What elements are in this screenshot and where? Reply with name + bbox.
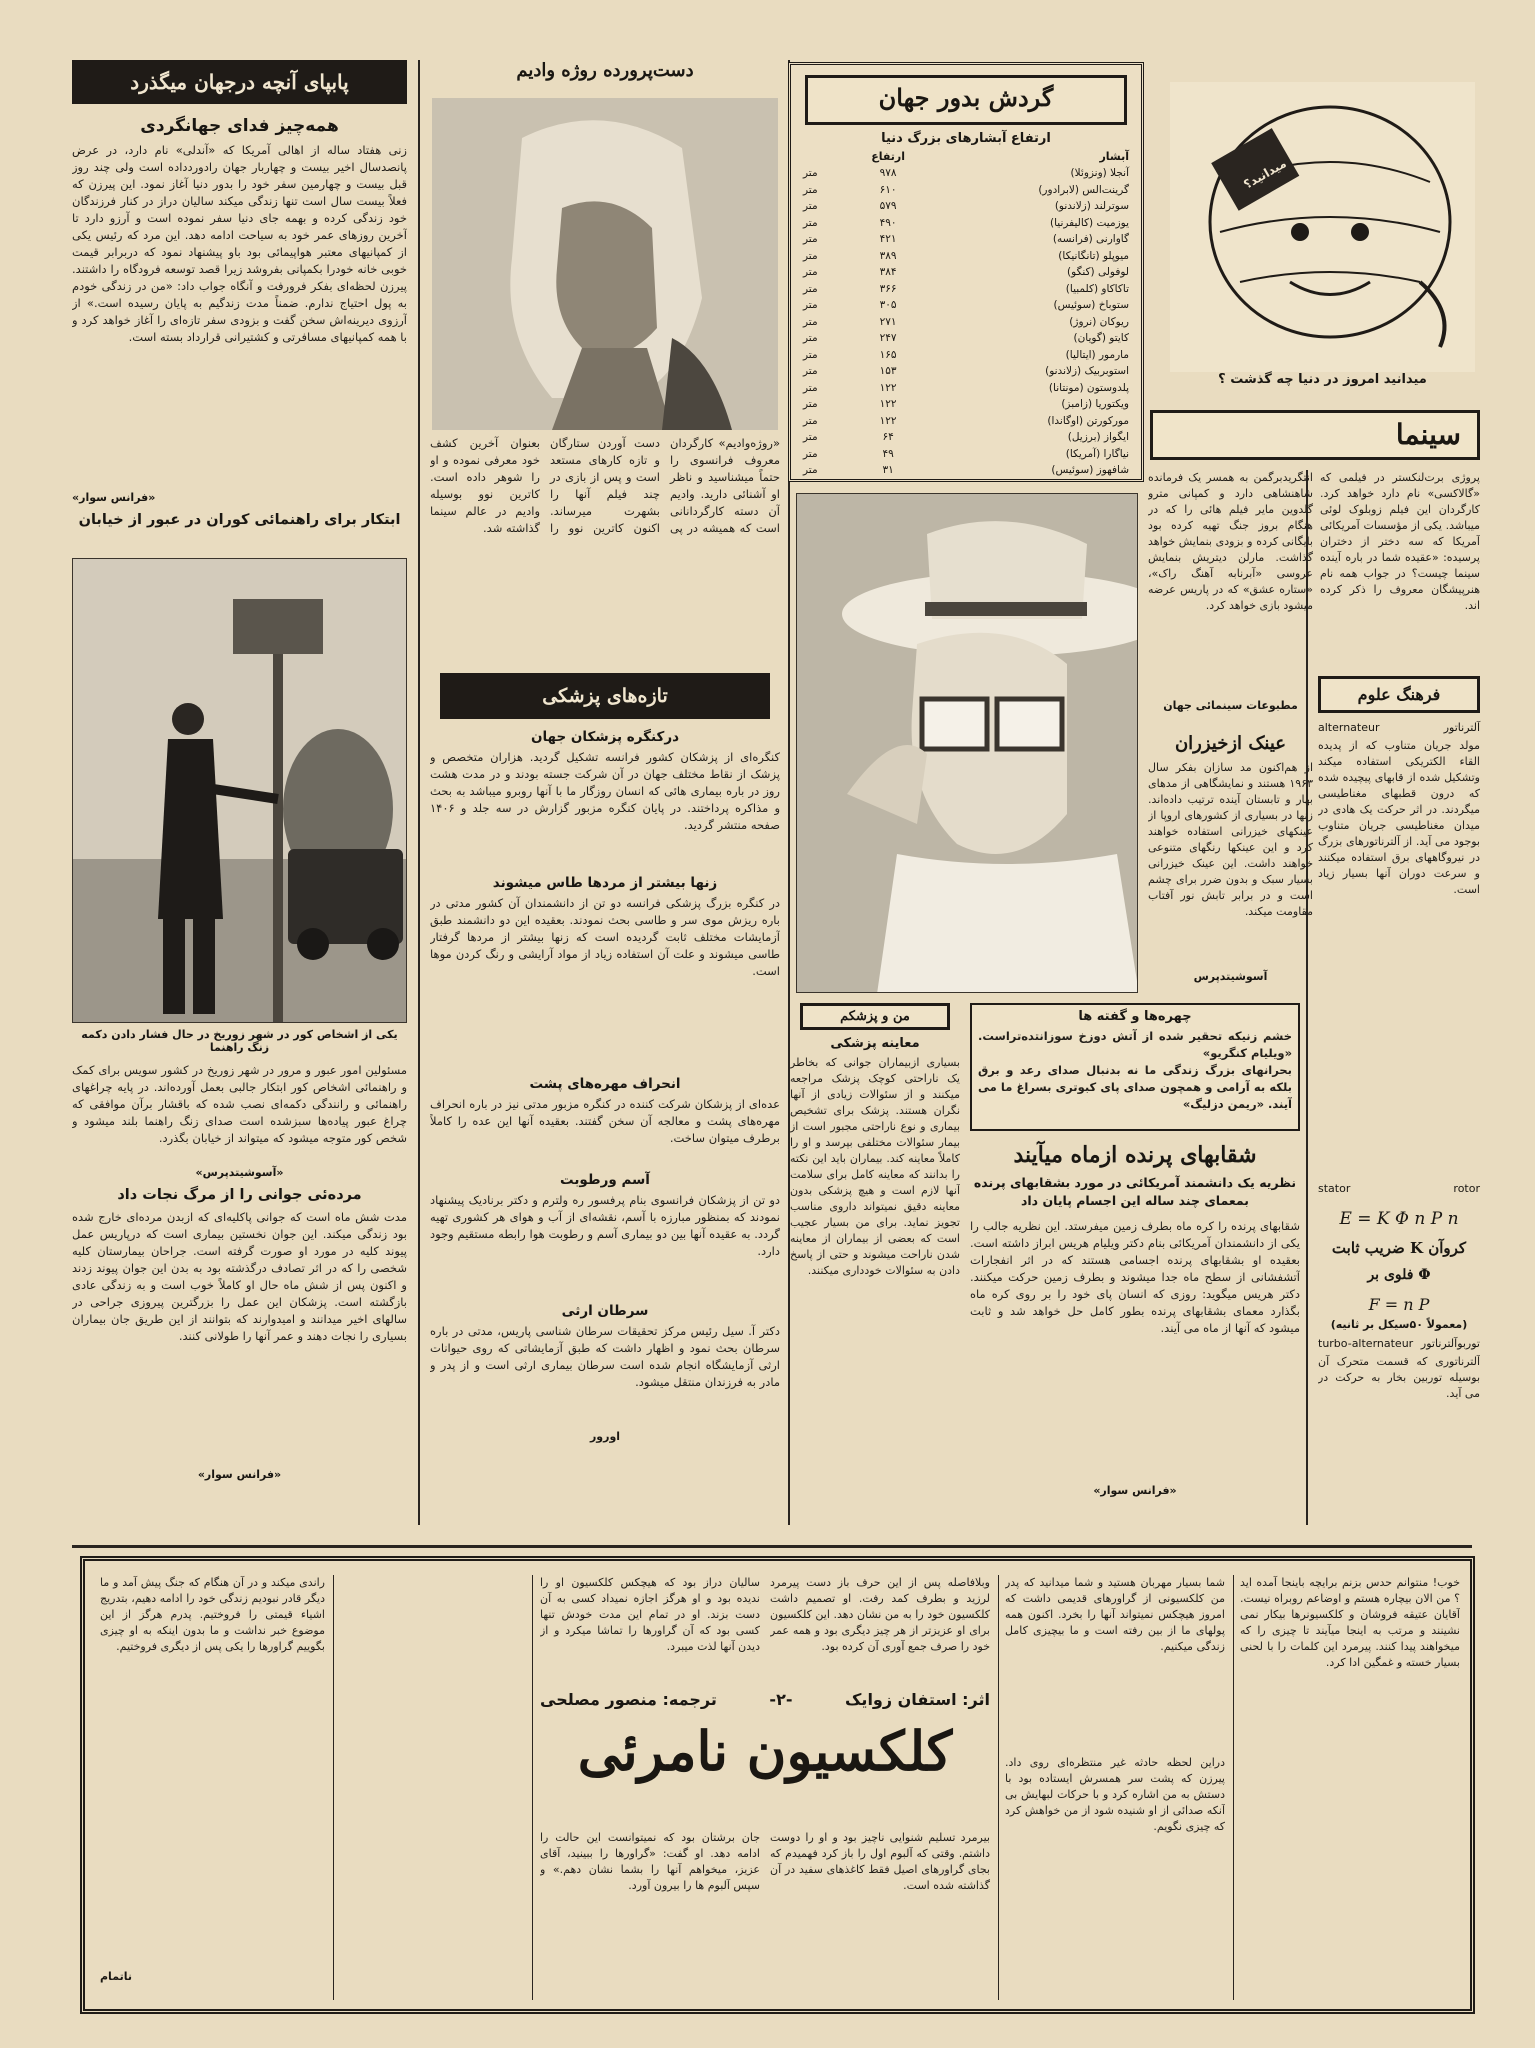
waterfall-unit: متر [803, 233, 818, 245]
waterfall-name: نیاگارا (آمریکا) [1065, 447, 1129, 460]
column-medicine [430, 673, 780, 1538]
waterfall-table-title: ارتفاع آبشارهای بزرگ دنیا [881, 131, 1051, 146]
waterfall-unit: متر [803, 332, 818, 344]
waterfall-height: ۳۸۴ [879, 266, 897, 278]
waterfall-row [799, 264, 1133, 281]
world-news-header: پابپای آنچه درجهان میگذرد [72, 60, 407, 104]
waterfall-unit: متر [803, 414, 818, 427]
waterfall-name: پلدوستون (مونتانا) [1048, 381, 1129, 394]
waterfall-height: ۳۶۶ [879, 282, 897, 295]
science-term-en: alternateur [1318, 721, 1380, 734]
article-title-asthma: آسم ورطوبت [560, 1172, 650, 1188]
cinema-news-body-b: انتگریدبرگمن به همسر یک فرمانده شاهنشاهی دارد و کمپانی مترو گلدوین مایر فیلم هائی را که در هنگام بروز جنگ تهیه کرده بود بایگانی کرده و بزودی بنمایش خواهد گذاشت. مارلن دیتریش بنمایش عروسی «آبرنابه آهنگ راک»، «ستاره عشق» که در پاریس عرضه میشود بازی خواهد کرد. [1148, 471, 1313, 612]
flying-saucer-title: شقابهای پرنده ازماه میآیند [1013, 1142, 1257, 1168]
waterfall-height: ۱۲۲ [879, 398, 897, 410]
article-body-travel: زنی هفتاد ساله از اهالی آمریکا که «آندلی» نام دارد، در عرض پانصدسال اخیر بیست و چهاربار جهان رادوردداده است ولی چند روز قبل بیست و چهارمین سفر خود را بدور دنیا آغاز نمود. این پیرزن که فعلاً بیست سال است تنها زندگی میکند سالیان دراز در کنار فرزندگان خود زندگی کرده و بهمه جای دنیا سفر نموده است و آرزو دارد تا آخرین روزهای عمر خود به سیاحت ادامه دهد. این مرد که رئیس یکی از کمپانیهای معتبر هواپیمائی بود باو پیشنهاد نمود که دربرابر قیمت خوبی خانه خودرا بکمپانی بفروشد زیرا قصد توسعه فرودگاه را داشتند. پیرزن لحظه‌ای بفکر فرورفت و آنگاه جواب داد: «من در زندگی خودم به پول احتیاج ندارم. ضمناً مدت زندگیم به پایان رسیده است.» از آرزوی دیرینه‌اش سخن گفت و بزودی سفر تازه‌ای را آغاز خواهد کرد و با همه کمپانیهای مسافرتی و کشتیرانی قرارداد بسته است. [72, 143, 407, 344]
waterfall-row [799, 380, 1133, 397]
waterfall-name: گرینت‌الس (لابرادور) [1038, 183, 1129, 196]
waterfall-unit: متر [803, 381, 818, 394]
waterfall-height: ۱۵۳ [879, 365, 897, 377]
waterfall-unit: متر [803, 183, 818, 196]
science-term-fa: آلترناتور [1443, 721, 1480, 734]
waterfall-height-header: ارتفاع [871, 150, 905, 163]
article-body-cancer: دکتر آ. سیل رئیس مرکز تحقیقات سرطان شناسی پاریس، مدتی در باره سرطان بحث نمود و اظهار داشت که طبق آزمایشاتی که روی حیوانات ارثی آزمایشگاه انجام شده است سرطان بیماری ارثی است و از پدر و مادر به فرزندان منتقل میشود. [430, 1324, 780, 1389]
waterfall-row [799, 429, 1133, 446]
science-formula-2: F = n P [1368, 1295, 1430, 1314]
column-cinema-text [430, 435, 780, 665]
cartoon-caption [1170, 372, 1475, 400]
waterfall-name: تاکاکاو (کلمبیا) [1065, 282, 1129, 295]
waterfall-height: ۲۴۷ [879, 332, 897, 344]
waterfall-height: ۹۷۸ [879, 167, 897, 179]
cartoon-illustration [1170, 82, 1475, 372]
science-turbo-en: turbo-alternateur [1318, 1337, 1414, 1350]
waterfall-name: مورکورتن (اوگاندا) [1047, 414, 1129, 427]
article-title-baldness: زنها بیشتر از مردها طاس میشوند [492, 875, 718, 891]
waterfall-unit: متر [803, 167, 818, 179]
waterfall-row [799, 330, 1133, 347]
waterfall-row [799, 182, 1133, 199]
quote-2: بحرانهای بزرگ زندگی ما نه بدنبال صدای رعد و برق بلکه به آرامی و همچون صدای پای کبوتری بسراغ ما می آیند. «ریمن دزلیگ» [978, 1063, 1292, 1111]
bamboo-glasses-article [1148, 733, 1313, 998]
waterfall-row [799, 297, 1133, 314]
flying-saucer-subtitle: نظریه یک دانشمند آمریکائی در مورد بشقابهای پرنده بمعمای چند ساله این اجسام پایان داد [973, 1175, 1297, 1208]
cinema-news-right [1320, 470, 1480, 665]
cinema-news-signature: مطبوعات سینمائی جهان [1163, 699, 1298, 712]
article-signature: «فرانس سوار» [197, 1468, 282, 1481]
waterfall-unit: متر [803, 282, 818, 295]
story-text-4: سالیان دراز بود که هیچکس کلکسیون او را ندیده بود و او هرگز اجازه نمیداد کسی به آن دست بزند. او در تمام این مدت خودش تنها کسی بود که آن گراورها را تماشا میکرد و از دیدن آنها لذت میبرد. [540, 1576, 760, 1653]
story-continued: ناتمام [100, 1970, 132, 1983]
waterfall-name-header: آبشار [1099, 150, 1129, 163]
waterfall-height: ۴۲۱ [879, 233, 897, 245]
waterfall-name: ستوباخ (سوئیس) [1053, 299, 1129, 311]
science-phi-note: Φ فلوی بر [1367, 1267, 1431, 1283]
story-text-7: جان برشتان بود که نمیتوانست این حالت را ادامه دهد. او گفت: «گراورها را ببینید، آقای عزیز، میخواهم آنها را بشما نشان دهم.» و سپس آلبوم ها را بیرون آورد. [540, 1831, 760, 1892]
cinema-header-text: سینما [1395, 418, 1461, 451]
waterfall-unit: متر [803, 266, 818, 278]
science-formula-2-note: (معمولاً ۵۰سیکل بر ثانیه) [1330, 1318, 1468, 1331]
science-stator: stator [1318, 1182, 1351, 1195]
article-title-congress: درکنگره پزشکان جهان [530, 729, 680, 745]
story-column-5 [100, 1575, 325, 2000]
flying-saucer-body: شقابهای پرنده را کره ماه بطرف زمین میفرستد. این نظریه جالب را یکی از دانشمندان آمریکائی بنام دکتر ویلیام هریس ابراز داشته است. بعقیده او بشقابهای پرنده اجسامی هستند که در اثر انفجارات آتشفشانی از سطح ماه جدا میشوند و بطرف زمین حرکت میکنند. دکتر هریس میگوید: روزی که انسان پای خود را بر روی کره ماه بگذارد معمای بشقابهای پرنده بطور کامل حل خواهد شد و ثابت میشود که آنها از ماه می آیند. [970, 1219, 1300, 1335]
science-formula-note: کروآن K ضریب ثابت [1331, 1239, 1467, 1257]
science-rotor: rotor [1453, 1182, 1480, 1195]
waterfall-height: ۲۷۱ [879, 315, 897, 328]
around-world-header: گردش بدور جهان [805, 75, 1127, 125]
story-divider [998, 1575, 999, 2000]
waterfall-unit: متر [803, 431, 818, 443]
waterfall-unit: متر [803, 249, 818, 262]
science-body: مولد جریان متناوب که از پدیده القاء الکتریکی استفاده میکند وتشکیل شده از قابهای پیچیده شده که درون قطبهای مغناطیسی میگردند. در اثر حرکت یک هادی در میدان مغناطیسی جریان متناوب بوجود می آید. از آلترناتورهای بزرگ در نیروگاههای برق استفاده میکنند و سرعت دوران آنها بسیار زیاد است. [1318, 739, 1480, 896]
waterfall-name: میوپلو (تانگانیکا) [1058, 249, 1129, 262]
waterfall-row [799, 446, 1133, 463]
bamboo-glasses-title: عینک ازخیزران [1174, 733, 1287, 754]
waterfall-unit: متر [803, 299, 818, 311]
story-divider [333, 1575, 334, 2000]
waterfall-unit: متر [803, 216, 818, 229]
waterfall-height: ۳۸۹ [879, 249, 897, 262]
article-title-blind: ابتکار برای راهنمائی کوران در عبور از خیابان [78, 512, 401, 528]
quotes-box [970, 1003, 1300, 1131]
science-glossary [1318, 676, 1480, 1536]
waterfall-name: آنجلا (ونزوئلا) [1070, 167, 1129, 179]
waterfall-table [799, 148, 1133, 479]
story-title-block [540, 1690, 990, 1820]
photo-catherine-deneuve [432, 98, 778, 430]
waterfall-name: مارمور (ایتالیا) [1065, 348, 1129, 361]
story-text-2: شما بسیار مهربان هستید و شما میدانید که پدر من کلکسیونی از گراورهای قدیمی داشت که امروز هیچکس نمیتواند آنها را بخرد. اکنون همه پولهای ما از بین رفته است و ما بیچیزی کامل زندگی میکنیم. [1005, 1576, 1225, 1653]
waterfall-height: ۳۰۵ [879, 299, 897, 311]
waterfall-row [799, 363, 1133, 380]
waterfall-unit: متر [803, 200, 818, 212]
article-signature: «آسوشیتدپرس» [195, 1166, 284, 1179]
cinema-header-box [1150, 410, 1480, 460]
waterfall-name: ویکتوریا (زامبز) [1061, 398, 1129, 410]
waterfall-row [799, 314, 1133, 331]
portrait-illustration [432, 98, 778, 430]
waterfall-row [799, 347, 1133, 364]
story-divider [1233, 1575, 1234, 2000]
story-column-1 [1240, 1575, 1460, 2000]
waterfall-height: ۵۷۹ [879, 200, 897, 212]
article-body-kidney: مدت شش ماه است که جوانی پاکلیه‌ای که ازبدن مرده‌ای خارج شده بود زندگی میکند. این جوان نخستین بیماری است که درپاریس عمل پیوند کلیه در مورد او صورت گرفته است. جراحان بیمارستان کلیه شخصی را که در اثر تصادف درگذشته بود به بدن این جوان پیوند زدند و اکنون پس از شش ماه حال او کاملاً خوب است و به زندگی عادی بازگشته است. پزشکان این عمل را بزرگترین پیروزی جراحی در سالهای اخیر میدانند و امیدوارند که بتوانند از این طریق جان بیماران بسیاری را نجات دهند و عمر آنها را طولانی کنند. [72, 1210, 407, 1343]
story-divider [532, 1575, 533, 2000]
story-text-8: بیرمرد تسلیم شنوایی ناچیز بود و او را دوست داشتم. وقتی که آلبوم اول را باز کرد فهمیدم که بجای گراورهای اصیل فقط کاغذهای سفید در آن گذاشته شده است. [770, 1831, 990, 1892]
science-tail: آلترناتوری که قسمت متحرک آن بوسیله توربین بخار به حرکت در می آید. [1318, 1355, 1480, 1400]
story-column-4 [540, 1575, 760, 1675]
waterfall-unit: متر [803, 398, 818, 410]
waterfall-row [799, 281, 1133, 298]
waterfall-unit: متر [803, 315, 818, 328]
waterfall-height: ۱۲۲ [879, 414, 897, 427]
column-world-news-lower [72, 1028, 407, 1508]
waterfall-height: ۴۹۰ [879, 216, 897, 229]
column-divider [418, 60, 420, 1525]
article-body-baldness: در کنگره بزرگ پزشکی فرانسه دو تن از دانشمندان آن کشور مدتی در باره ریزش موی سر و طاسی بحث نمودند. بعقیده این دو دانشمند طبق آزمایشات مختلف ثابت گردیده است که زنها بیشتر از مردها گرفتار طاسی میشوند و علت آن استفاده زیاد از مواد آرایشی و رنگ کردن موها است. [430, 896, 780, 978]
cartoon-caption-text: میدانید امروز در دنیا چه گذشت ؟ [1218, 372, 1427, 387]
story-text-1: خوب! منتوانم حدس بزنم برایچه باینجا آمده اید ؟ من الان بیچاره هستم و اوضاعم روبراه نیست. آقایان عتیقه فروشان و کلکسیونرها بیکار نمی نشینند و مرتب به اینجا میآیند تا چیزی را که میخواهند پیدا کنند. پیرمرد این کلمات را با لحنی بسیار خسته و غمگین ادا کرد. [1240, 1576, 1460, 1669]
cartoon-news-globe [1170, 82, 1475, 372]
waterfall-name: شافهوز (سوئیس) [1051, 464, 1129, 476]
waterfall-row [799, 198, 1133, 215]
waterfall-height: ۱۲۲ [879, 381, 897, 394]
waterfall-unit: متر [803, 447, 818, 460]
story-text-6: دراین لحظه حادثه غیر منتظره‌ای روی داد. پیرزن که پشت سر همسرش ایستاده بود با دستش به من اشاره کرد و با حرکات لبهایش بی آنکه صدائی از او شنیده شود از من خواهش کرد که چیزی نگویم. [1005, 1756, 1225, 1833]
waterfall-row [799, 396, 1133, 413]
photo-blind-man-crossing [72, 558, 407, 1023]
cinema-news-left [1148, 470, 1313, 730]
doctor-box-subtitle: معاینه پزشکی [830, 1036, 920, 1051]
story-column-6 [1005, 1755, 1225, 2000]
column-around-world [788, 62, 1144, 482]
article-body-asthma: دو تن از پزشکان فرانسوی بنام پرفسور ره ولترم و دکتر برنادیک پیشنهاد نمودند که بمنظور مبارزه با آسم، نقشه‌ای از آب و هوای هر کشوری تهیه گردد. به عقیده آنها بین دو بیماری آسم و رطوبت هوا رابطه مستقیم وجود دارد. [430, 1193, 780, 1258]
science-formula-1: E = K Φ n P n [1339, 1209, 1459, 1229]
photo-caption-blind: یکی از اشخاص کور در شهر زوریخ در حال فشار دادن دکمه زنگ راهنما [81, 1028, 398, 1054]
waterfall-row [799, 165, 1133, 182]
story-text-3: وبلافاصله پس از این حرف باز دست پیرمرد لرزید و بطرف کمد رفت. او تصمیم داشت کلکسیون خود را به من نشان دهد. این کلکسیون برای او عزیزتر از هر چیز دیگری بود و همه عمر خود را صرف جمع آوری آن کرده بود. [770, 1576, 990, 1653]
waterfall-height: ۳۱ [882, 464, 894, 476]
story-column-3 [770, 1575, 990, 1675]
waterfall-unit: متر [803, 365, 818, 377]
bamboo-glasses-signature: آسوشیتدپرس [1193, 970, 1268, 983]
article-body-congress: کنگره‌ای از پزشکان کشور فرانسه تشکیل گردید. هزاران متخصص و پزشک از نقاط مختلف جهان در آن شرکت جسته بودند و در مدت هشت روز در باره بیماری هائی که انسان روزگار ما با آنها روبرو میباشد به بحث و مذاکره پرداختند. در پایان کنگره مزبور گزارش در سه جلد و ۱۴۰۶ صفحه منتشر گردید. [430, 750, 780, 832]
waterfall-row [799, 462, 1133, 479]
article-title-vadim: دست‌پرورده روژه وادیم [516, 60, 694, 81]
science-turbo-fa: توربوآلترناتور [1420, 1337, 1480, 1350]
waterfall-name: یوزمیت (کالیفرنیا) [1049, 216, 1129, 229]
article-title-cancer: سرطان ارثی [561, 1303, 649, 1319]
article-title-kidney: مرده‌ئی جوانی را از مرگ نجات داد [117, 1187, 362, 1203]
waterfall-row [799, 413, 1133, 430]
waterfall-unit: متر [803, 348, 818, 361]
story-part: -۲- [769, 1690, 793, 1709]
doctor-box-body: بسیاری ازبیماران جوانی که بخاطر یک ناراحتی کوچک پزشک مراجعه میکنند و از سئوالات زیادی از آنها نگران هستند. پزشک برای تشخیص بیماری و نوع ناراحتی مجبور است از بیمار سئوالات مختلفی بپرسد و او را کاملاً معاینه کند. بیماران باید این نکته را بدانند که معاینه کامل برای سلامت آنها لازم است و هیچ پزشکی بدون معاینه دقیق نمیتواند داروی مناسب تجویز نماید. برای من بسیار عجیب است که بعضی از بیماران از معاینه شدن ناراحت میشوند و حتی از پاسخ دادن به سئوالات خودداری میکنند. [790, 1056, 960, 1277]
waterfall-name: ایگواز (برزیل) [1067, 431, 1129, 443]
story-text-5: راندی میکند و در آن هنگام که جنگ پیش آمد و ما دیگر قادر نبودیم زندگی خود را ادامه دهیم، بتدریج اشیاء قیمتی را فروختیم. پدرم هرگز از این موضوع خبر نداشت و ما بدون اینکه به او چیزی بگوییم گراورها را یکی پس از دیگری فروختیم. [100, 1576, 325, 1653]
waterfall-name: کایتو (گویان) [1073, 332, 1129, 344]
doctor-column-box [790, 1003, 960, 1535]
waterfall-height: ۶۴ [882, 431, 894, 443]
article-title-spine: انحراف مهره‌های پشت [529, 1076, 681, 1092]
story-translator: ترجمه: منصور مصلحی [540, 1690, 717, 1709]
waterfall-height: ۶۱۰ [879, 183, 897, 196]
article-body-spine: عده‌ای از پزشکان شرکت کننده در کنگره مزبور مدتی نیز در باره انحراف مهره‌های پشت و معالجه آن سخن گفتند. بعقیده آنها این عده را کاملاً برطرف میتوان ساخت. [430, 1097, 780, 1145]
street-photo-illustration [73, 559, 407, 1023]
story-author: اثر: استفان زوایک [845, 1690, 990, 1709]
cartoon-stamp: میدانید؟ [1241, 156, 1289, 192]
waterfall-height: ۱۶۵ [879, 348, 897, 361]
story-title: کلکسیون نامرئی [577, 1719, 953, 1783]
section-divider [72, 1545, 1472, 1548]
waterfall-name: گاوارنی (فرانسه) [1052, 233, 1129, 245]
story-column-7 [540, 1830, 760, 2000]
article-body-blind: مسئولین امور عبور و مرور در شهر زوریخ در کشور سویس برای کمک و راهنمائی اشخاص کور ابتکار جالبی بعمل آورده‌اند. در پایه چراغهای راهنمائی و رانندگی دکمه‌ای نصب شده که باقشار برآن موافقی که چراغ عبور پیاده‌ها سبزشده است صدای زنگ راهنما بلند میشود و شخص کور متوجه میشود که میتواند از خیابان بگذرد. [72, 1063, 407, 1145]
medicine-header: تازه‌های پزشکی [440, 673, 770, 719]
cinema-news-body-a: پروژی برت‌لنکستر در فیلمی که «گالاکسی» نام دارد خواهد کرد. کارگردان این فیلم زوبلوک لوئی میباشد. یکی از مؤسسات آمریکائی آمریکا که سه دختر از دختران پرسیده: «عقیده شما در باره آینده سینما چیست؟ در جواب همه نام هنرپیشگان معروف را ذکر کرده اند. [1320, 471, 1480, 612]
flying-saucer-article [970, 1138, 1300, 1538]
waterfall-name: ریوکان (نروژ) [1069, 315, 1129, 328]
article-title-travel: همه‌چیز فدای جهانگردی [140, 116, 339, 136]
bamboo-glasses-body: از هم‌اکنون مد سازان بفکر سال ۱۹۶۳ هستند و نمایشگاهی از مدهای بهار و تابستان آینده ترتیب داده‌اند. زنها در بسیاری از کشورهای اروپا از عینکهای خیزرانی استفاده خواهند کرد و این عینکها رنگهای متنوعی خواهند داشت. این عینک خیزرانی بسیار سبک و بدون ضرر برای چشم است و در برابر تابش نور آفتاب مقاومت میکند. [1148, 761, 1313, 918]
photo-woman-bamboo-glasses [796, 493, 1138, 993]
waterfall-name: سوترلند (زلاندنو) [1054, 200, 1129, 212]
waterfall-height: ۴۹ [882, 447, 894, 460]
doctor-box-title: من و پزشکم [800, 1003, 950, 1030]
waterfall-unit: متر [803, 464, 818, 476]
article-body-vadim: «روژه‌وادیم» کارگردان معروف فرانسوی را حتماً میشناسید و ناظر او آشنائی دارید. وادیم آن دسته کارگردانانی است که همیشه در پی دست آوردن ستارگان و تازه کارهای مستعد است و پس از بازی در چند فیلم آنها را بشهرت میرساند. اکنون کاترین نوو را بعنوان آخرین کشف خود معرفی نموده و او را شوهر داده است. کاترین نوو بوسیله وادیم در عالم سینما گذاشته شد. [430, 436, 780, 535]
waterfall-name: استوبربیک (زلاندنو) [1045, 365, 1129, 377]
story-column-8 [770, 1830, 990, 2000]
science-header: فرهنگ علوم [1318, 676, 1480, 713]
article-signature: «فرانس سوار» [1093, 1484, 1177, 1497]
story-column-2 [1005, 1575, 1225, 1745]
fashion-photo-illustration [797, 494, 1138, 993]
waterfall-row [799, 248, 1133, 265]
quote-1: خشم زنیکه تحقیر شده از آتش دوزخ سوزانتده‌تراست. «ویلیام کنگریو» [978, 1029, 1292, 1060]
waterfall-name: لوفولی (کنگو) [1067, 266, 1129, 278]
waterfall-row [799, 231, 1133, 248]
article-signature: اورور [589, 1430, 621, 1443]
waterfall-row [799, 215, 1133, 232]
quotes-title: چهره‌ها و گفته ها [1078, 1009, 1192, 1024]
article-signature: «فرانس سوار» [72, 491, 156, 504]
